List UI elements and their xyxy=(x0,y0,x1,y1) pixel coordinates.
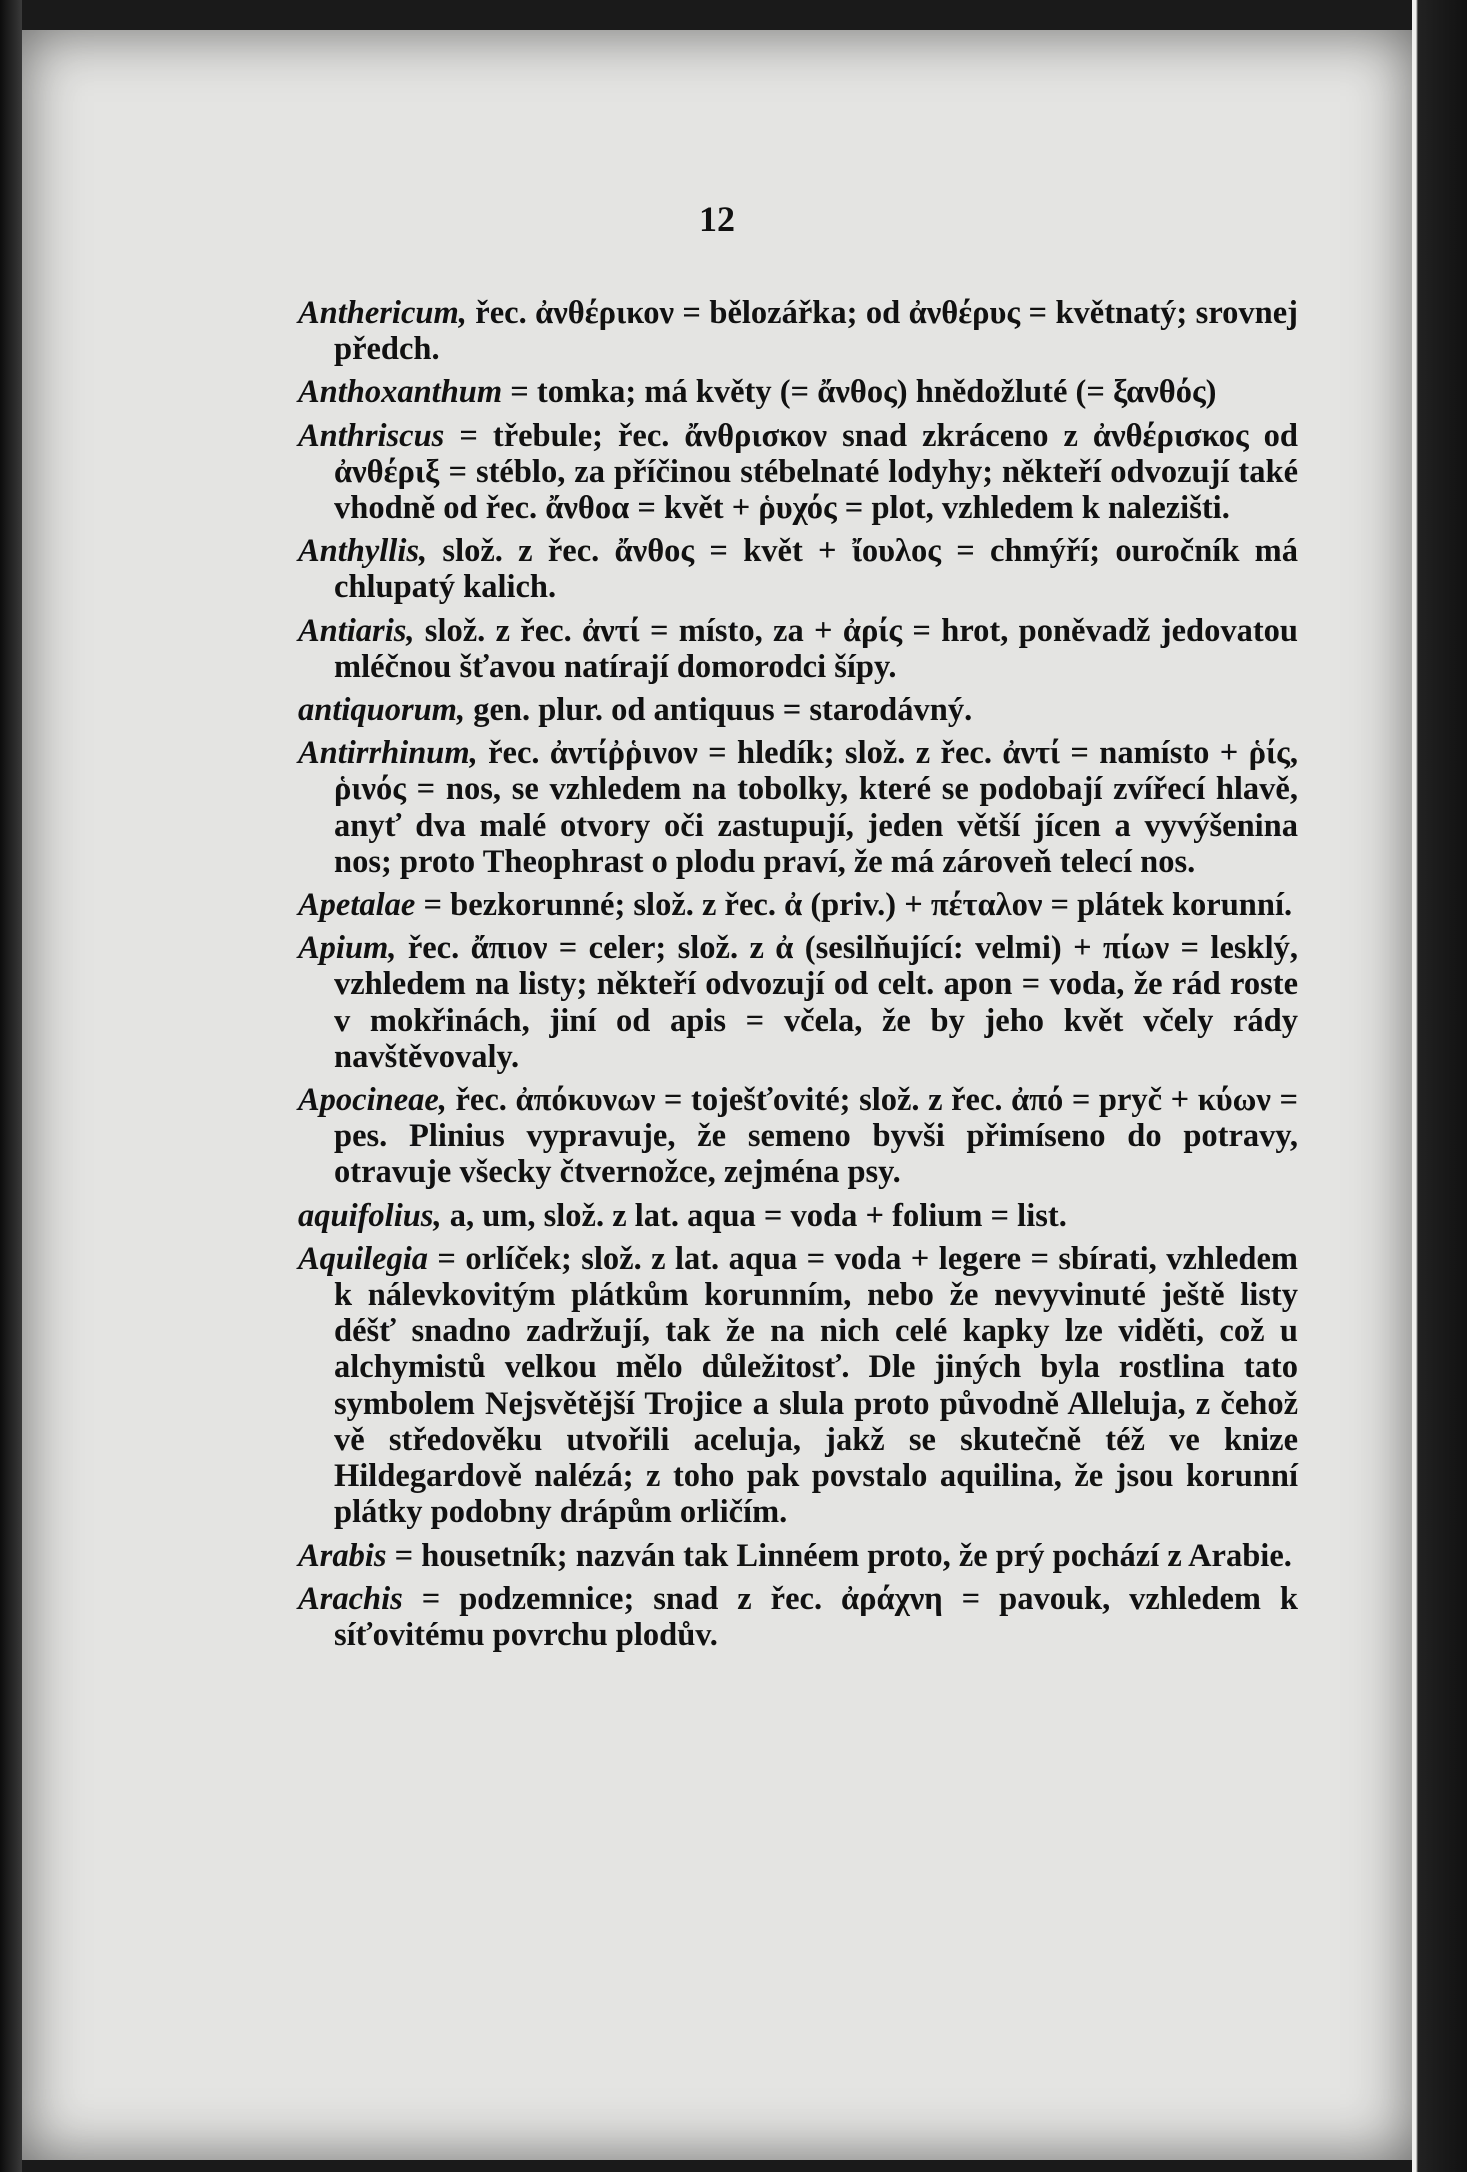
entry-definition: = tomka; má květy (= ἄνθος) hnědožluté (= ξανθός) xyxy=(502,374,1217,411)
entry-term: antiquorum, xyxy=(298,692,466,729)
entry-term: Apocineae, xyxy=(298,1082,447,1119)
entry-definition: = housetník; nazván tak Linnéem proto, že prý pochází z Arabie. xyxy=(386,1537,1292,1574)
entry-term: Arachis xyxy=(298,1580,403,1617)
entry-term: Apetalae xyxy=(298,887,416,924)
dictionary-entries xyxy=(298,295,1298,1660)
entry-term: Antiaris, xyxy=(298,612,415,649)
entry-definition: = bezkorunné; slož. z řec. ἀ (priv.) + πέταλον = plátek korunní. xyxy=(415,887,1293,924)
dictionary-entry xyxy=(298,1581,1298,1653)
book-page xyxy=(22,30,1412,2160)
dictionary-entry xyxy=(298,418,1298,527)
entry-definition: řec. ἀντίῤῥινον = hledík; slož. z řec. ἀντί = namísto + ῥίς, ῥινός = nos, se vzhledem na tobolky, které se podobají zvířecí hlavě, anyť dva malé otvory oči zastupují, jeden větší jícen a vyvýšenina nos; proto Theophrast o plodu praví, že má zároveň telecí nos. xyxy=(334,735,1298,880)
entry-definition: řec. ἀνθέρικον = bělozářka; od ἀνθέρυς = květnatý; srovnej předch. xyxy=(334,295,1298,368)
dictionary-entry xyxy=(298,1198,1298,1234)
dictionary-entry xyxy=(298,613,1298,685)
dictionary-entry xyxy=(298,735,1298,880)
entry-term: Anthyllis, xyxy=(298,533,428,570)
entry-term: aquifolius, xyxy=(298,1197,442,1234)
entry-definition: slož. z řec. ἀντί = místo, za + ἀρίς = hrot, poněvadž jedovatou mléčnou šťavou natírají domorodci šípy. xyxy=(334,612,1298,685)
entry-term: Apium, xyxy=(298,930,397,967)
entry-definition: gen. plur. od antiquus = starodávný. xyxy=(465,692,973,729)
entry-definition: = podzemnice; snad z řec. ἀράχνη = pavouk, vzhledem k síťovitému povrchu plodův. xyxy=(334,1580,1298,1653)
entry-definition: slož. z řec. ἄνθος = květ + ἴουλος = chmýří; ouročník má chlupatý kalich. xyxy=(334,533,1298,606)
entry-definition: a, um, slož. z lat. aqua = voda + folium = list. xyxy=(441,1197,1067,1234)
entry-term: Anthriscus xyxy=(298,417,445,454)
dictionary-entry xyxy=(298,533,1298,605)
dictionary-entry xyxy=(298,692,1298,728)
entry-definition: řec. ἄπιον = celer; slož. z ἀ (sesilňující: velmi) + πίων = lesklý, vzhledem na listy; někteří odvozují od celt. apon = voda, že rád roste v mokřinách, jiní od apis = včela, že by jeho květ včely rády navštěvovaly. xyxy=(334,930,1298,1075)
entry-definition: = třebule; řec. ἄνθρισκον snad zkráceno z ἀνθέρισκος od ἀνθέριξ = stéblo, za příčinou stébelnaté lodyhy; někteří odvozují také vhodně od řec. ἄνθοα = květ + ῥυχός = plot, vzhledem k nalezišti. xyxy=(334,417,1298,527)
dictionary-entry xyxy=(298,1082,1298,1191)
entry-definition: řec. ἀπόκυνων = toješťovité; slož. z řec. ἀπό = pryč + κύων = pes. Plinius vypravuje, že semeno byvši přimíseno do potravy, otravuje všecky čtvernožce, zejména psy. xyxy=(334,1082,1298,1191)
dictionary-entry xyxy=(298,1241,1298,1531)
scan-edge-right xyxy=(1412,0,1467,2172)
dictionary-entry xyxy=(298,930,1298,1075)
scan-edge-left xyxy=(0,0,22,2172)
dictionary-entry xyxy=(298,1538,1298,1574)
entry-term: Antirrhinum, xyxy=(298,735,478,772)
dictionary-entry xyxy=(298,295,1298,367)
dictionary-entry xyxy=(298,887,1298,923)
entry-term: Anthoxanthum xyxy=(298,374,503,411)
entry-definition: = orlíček; slož. z lat. aqua = voda + legere = sbírati, vzhledem k nálevkovitým plátkům korunním, nebo že nevyvinuté ještě listy déšť snadno zadržují, tak že na nich celé kapky lze viděti, což u alchymistů velkou mělo důležitosť. Dle jiných byla rostlina tato symbolem Nejsvětější Trojice a slula proto původně Alleluja, z čehož vě středověku utvořili aceluja, jakž se skutečně též ve knize Hildegardově nalézá; z toho pak povstalo aquilina, že jsou korunní plátky podobny drápům orličím. xyxy=(334,1240,1298,1531)
entry-term: Anthericum, xyxy=(298,295,467,331)
dictionary-entry xyxy=(298,374,1298,410)
entry-term: Arabis xyxy=(298,1537,387,1574)
page-number: 12 xyxy=(699,199,735,239)
entry-term: Aquilegia xyxy=(298,1240,429,1277)
